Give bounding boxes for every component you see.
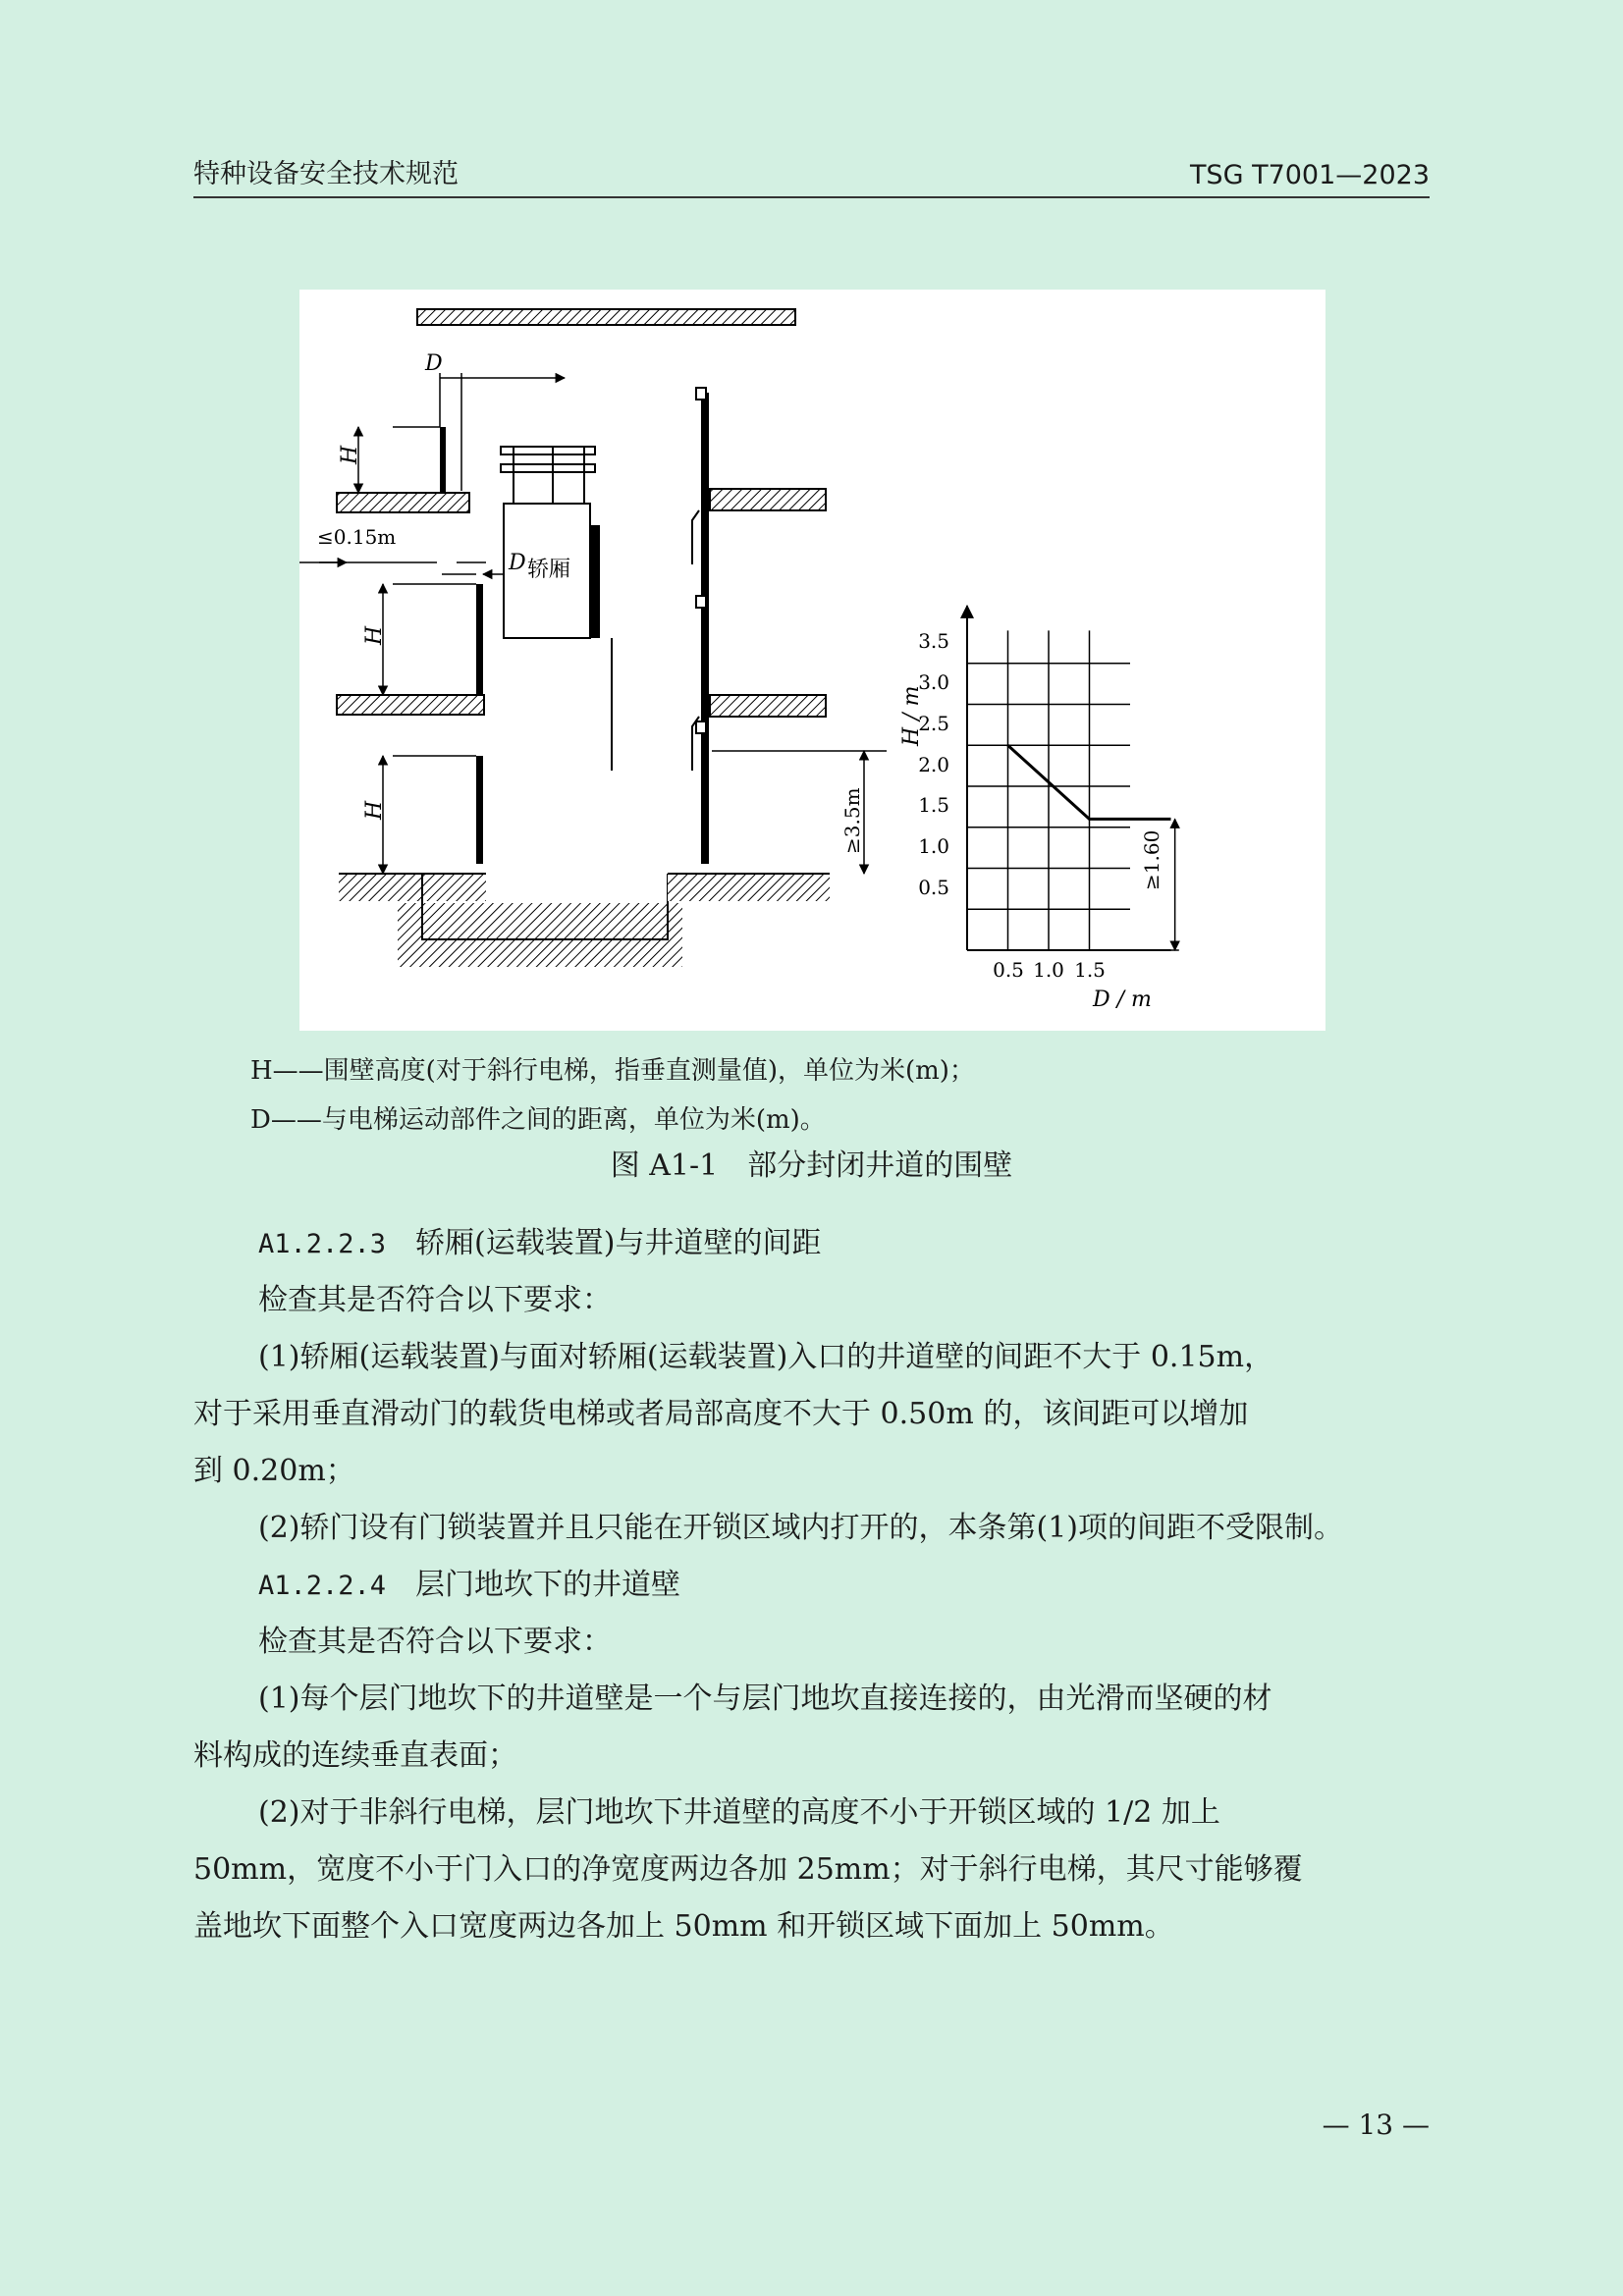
para-a2: (2)轿门设有门锁装置并且只能在开锁区域内打开的，本条第(1)项的间距不受限制。	[258, 1511, 1343, 1545]
h-d-chart	[967, 606, 1179, 950]
floor-slab-right-1	[710, 489, 826, 510]
dim-35: ≥3.5m	[840, 787, 864, 854]
wall-left-2	[476, 584, 483, 695]
para-b2-line2: 50mm，宽度不小于门入口的净宽度两边各加 25mm；对于斜行电梯，其尺寸能够覆	[193, 1852, 1303, 1887]
x-tick-05: 0.5	[993, 958, 1024, 982]
y-tick-05: 0.5	[918, 876, 949, 899]
section-a1-2-2-3: A1.2.2.3 轿厢(运载装置)与井道壁的间距	[258, 1226, 822, 1260]
wall-left-3	[476, 756, 483, 864]
legend-h: H——围壁高度(对于斜行电梯，指垂直测量值)，单位为米(m)；	[250, 1056, 975, 1086]
dim-h-1: H	[338, 445, 362, 464]
dim-h-3: H	[362, 800, 387, 820]
figure-drawing	[299, 290, 1325, 1031]
wall-left-1	[440, 427, 446, 493]
dim-160: ≥1.60	[1140, 829, 1163, 890]
car-door	[590, 525, 600, 638]
para-a1-line1: (1)轿厢(运载装置)与面对轿厢(运载装置)入口的井道壁的间距不大于 0.15m，	[258, 1340, 1274, 1374]
car-top-rail-1	[501, 447, 595, 454]
car-top-rail-2	[501, 464, 595, 472]
floor-slab-left-2	[337, 695, 484, 715]
para-b2-line1: (2)对于非斜行电梯，层门地坎下井道壁的高度不小于开锁区域的 1/2 加上	[258, 1795, 1220, 1830]
dim-d-2: D	[509, 551, 526, 575]
dim-015: ≤0.15m	[317, 525, 397, 549]
figure-caption: 图 A1-1 部分封闭井道的围壁	[610, 1148, 1013, 1183]
para-check-2: 检查其是否符合以下要求：	[258, 1625, 612, 1659]
header-title: 特种设备安全技术规范	[193, 159, 459, 189]
y-tick-20: 2.0	[918, 753, 949, 776]
y-tick-15: 1.5	[918, 793, 949, 817]
para-b1-line2: 料构成的连续垂直表面；	[193, 1738, 517, 1773]
ground-right	[668, 874, 830, 901]
page-number: — 13 —	[1322, 2109, 1430, 2141]
figure-a1-1	[299, 290, 1325, 1031]
y-tick-30: 3.0	[918, 670, 949, 694]
page-header	[193, 157, 1430, 198]
dim-h-2: H	[362, 625, 387, 645]
car-label: 轿厢	[527, 558, 571, 582]
floor-slab-right-2	[710, 695, 826, 717]
chart-y-label: H / m	[899, 685, 924, 746]
floor-slab-left-1	[337, 493, 469, 512]
x-tick-10: 1.0	[1033, 958, 1064, 982]
para-a1-line3: 到 0.20m；	[193, 1454, 355, 1488]
y-tick-10: 1.0	[918, 834, 949, 858]
x-tick-15: 1.5	[1074, 958, 1106, 982]
y-tick-35: 3.5	[918, 629, 949, 653]
para-b2-line3: 盖地坎下面整个入口宽度两边各加上 50mm 和开锁区域下面加上 50mm。	[193, 1909, 1174, 1944]
pit	[398, 903, 682, 967]
shaft-wall-right	[701, 393, 709, 864]
para-check-1: 检查其是否符合以下要求：	[258, 1283, 612, 1317]
header-code: TSG T7001—2023	[1189, 160, 1430, 190]
chart-x-label: D / m	[1093, 988, 1152, 1012]
top-slab	[417, 309, 795, 325]
para-b1-line1: (1)每个层门地坎下的井道壁是一个与层门地坎直接连接的，由光滑而坚硬的材	[258, 1682, 1272, 1716]
dim-d-1: D	[425, 351, 443, 376]
y-tick-25: 2.5	[918, 712, 949, 735]
section-a1-2-2-4: A1.2.2.4 层门地坎下的井道壁	[258, 1568, 681, 1602]
legend-d: D——与电梯运动部件之间的距离，单位为米(m)。	[250, 1105, 826, 1135]
ground-left	[339, 874, 486, 901]
para-a1-line2: 对于采用垂直滑动门的载货电梯或者局部高度不大于 0.50m 的，该间距可以增加	[193, 1397, 1249, 1431]
